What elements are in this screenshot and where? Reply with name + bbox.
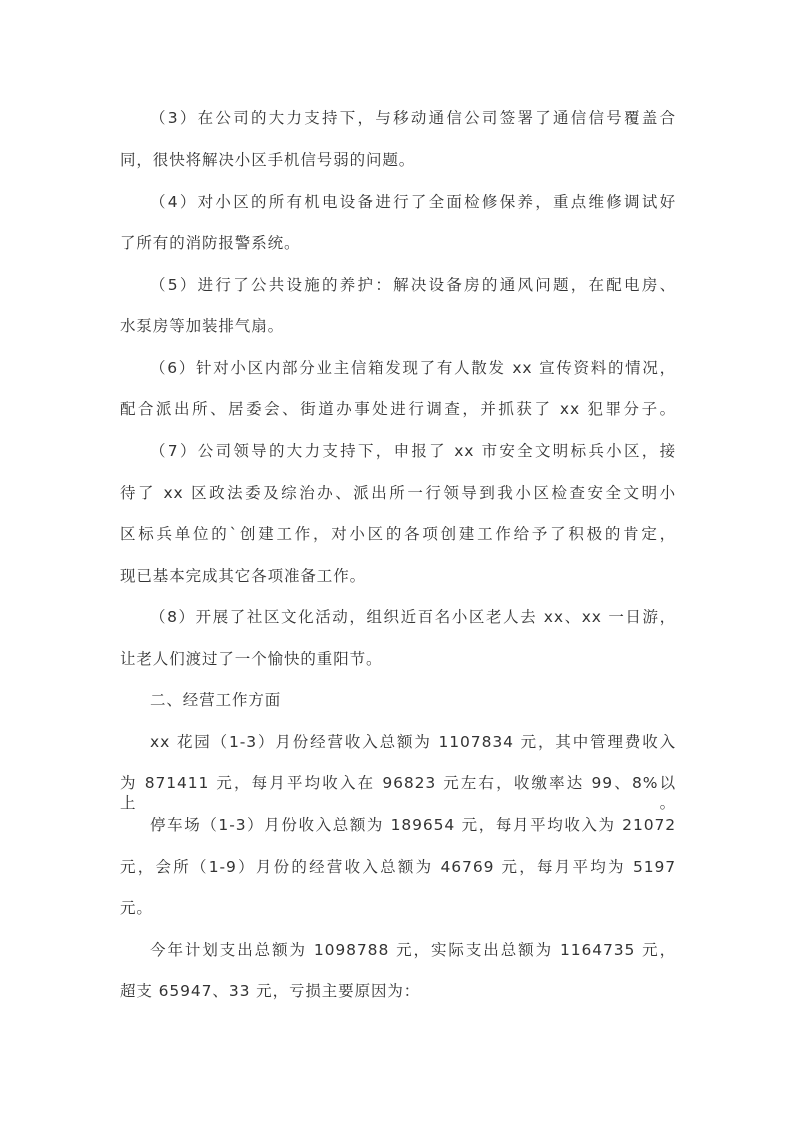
section-heading: 二、经营工作方面 [150, 691, 282, 709]
text-line: xx 花园（1-3）月份经营收入总额为 1107834 元，其中管理费收入 [150, 733, 676, 751]
text-line: （6）针对小区内部分业主信箱发现了有人散发 xx 宣传资料的情况， [150, 359, 676, 377]
text-line: 待了 xx 区政法委及综治办、派出所一行领导到我小区检查安全文明小 [120, 484, 676, 502]
text-line: 同，很快将解决小区手机信号弱的问题。 [120, 151, 416, 169]
text-line: （8）开展了社区文化活动，组织近百名小区老人去 xx、xx 一日游， [150, 608, 676, 626]
text-line: 配合派出所、居委会、街道办事处进行调查，并抓获了 xx 犯罪分子。 [120, 400, 676, 418]
text-line: 现已基本完成其它各项准备工作。 [120, 567, 367, 585]
text-line: 超支 65947、33 元，亏损主要原因为： [120, 982, 421, 1000]
text-line: 了所有的消防报警系统。 [120, 234, 301, 252]
text-line: 今年计划支出总额为 1098788 元，实际支出总额为 1164735 元， [150, 941, 676, 959]
text-line: （4）对小区的所有机电设备进行了全面检修保养，重点维修调试好 [150, 193, 676, 211]
text-line: 让老人们渡过了一个愉快的重阳节。 [120, 650, 383, 668]
text-line: 元。 [120, 899, 153, 917]
text-line: 停车场（1-3）月份收入总额为 189654 元，每月平均收入为 21072 [150, 816, 676, 834]
text-line: 区标兵单位的`创建工作，对小区的各项创建工作给予了积极的肯定， [120, 525, 676, 543]
text-line: （7）公司领导的大力支持下，申报了 xx 市安全文明标兵小区，接 [150, 442, 676, 460]
text-line: 为 871411 元，每月平均收入在 96823 元左右，收缴率达 99、8%以上。 [120, 774, 676, 812]
text-line: 水泵房等加装排气扇。 [120, 317, 285, 335]
text-line: 元，会所（1-9）月份的经营收入总额为 46769 元，每月平均为 5197 [120, 858, 676, 876]
text-line: （3）在公司的大力支持下，与移动通信公司签署了通信信号覆盖合 [150, 109, 676, 127]
text-line: （5）进行了公共设施的养护：解决设备房的通风问题，在配电房、 [150, 276, 676, 294]
